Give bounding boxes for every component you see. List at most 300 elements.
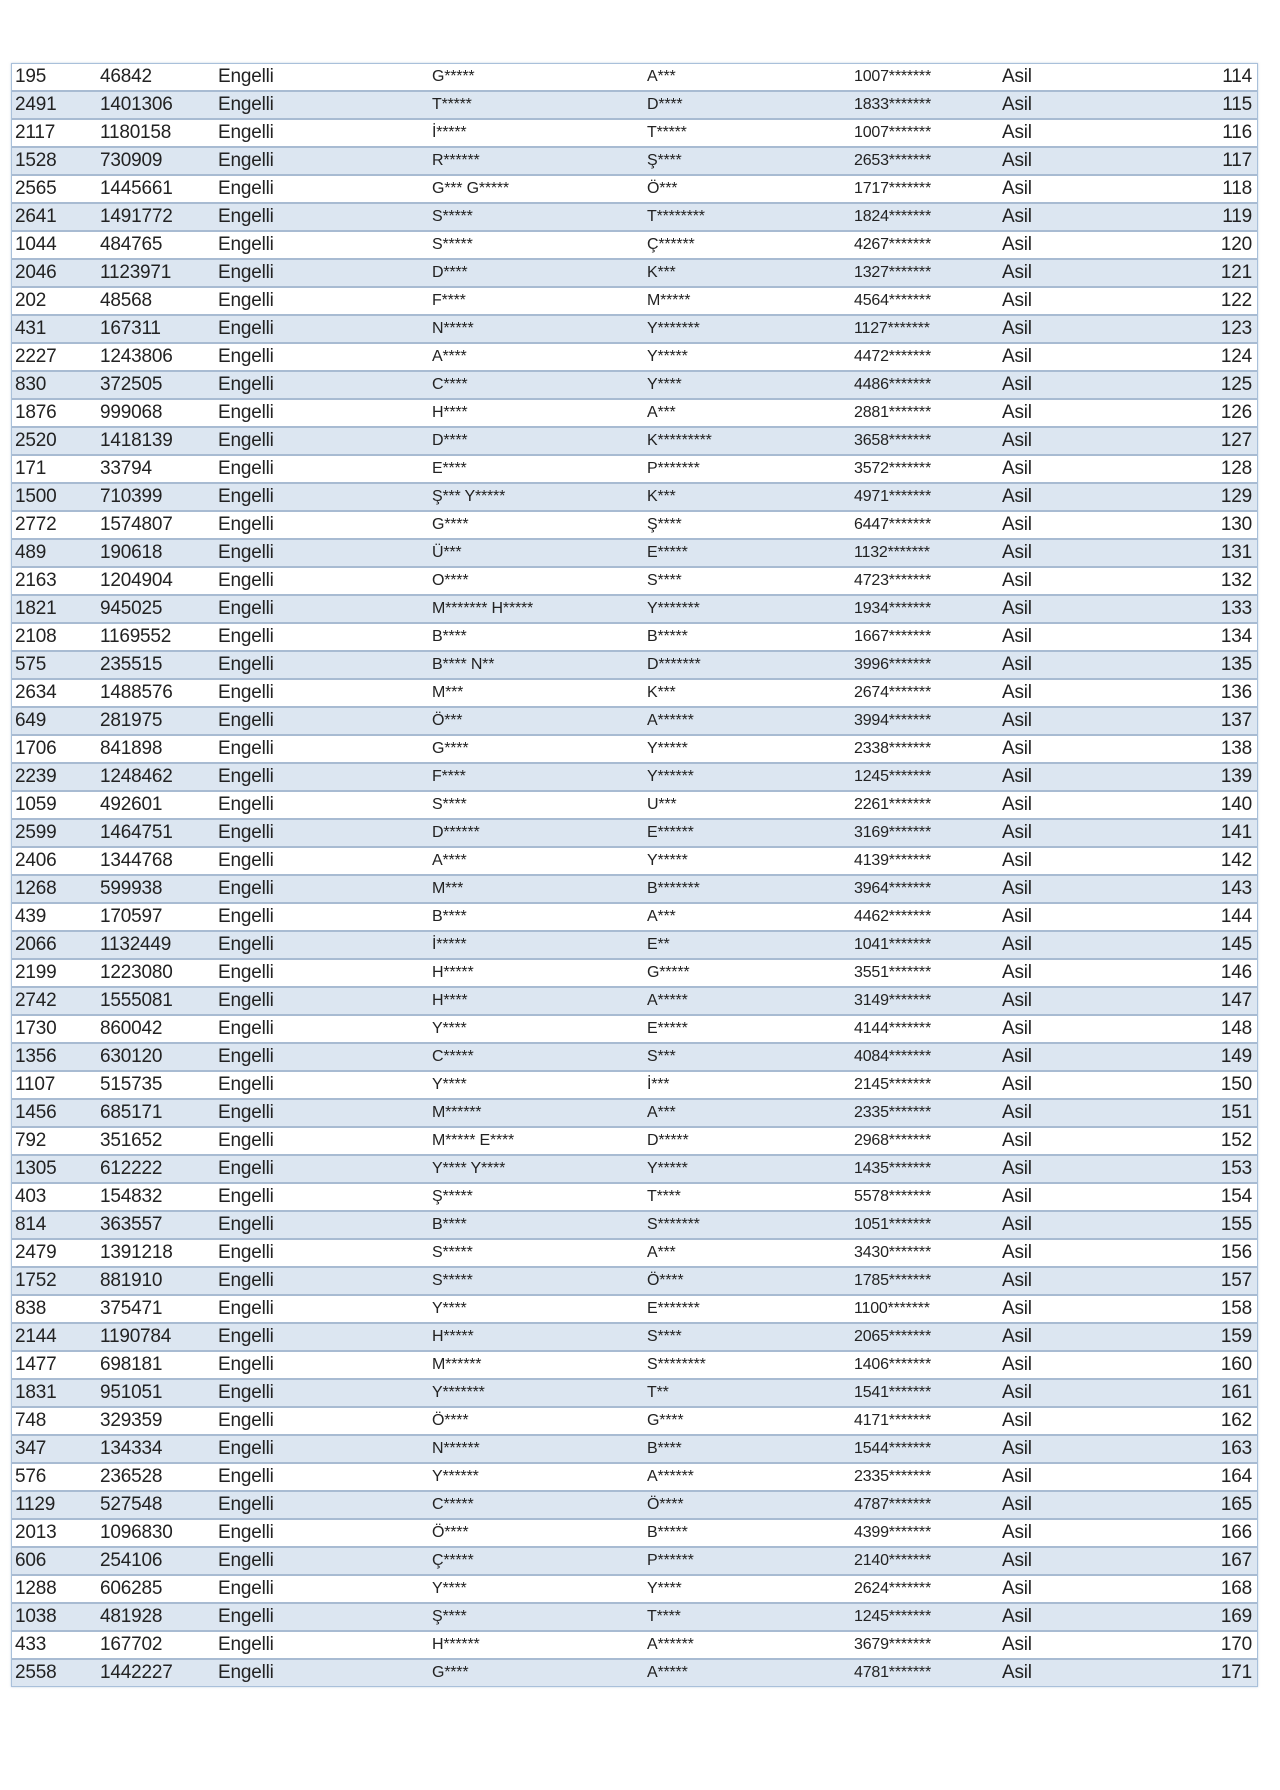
- cell-category: Engelli: [218, 1326, 274, 1347]
- cell-first-name: A****: [432, 852, 467, 869]
- cell-list-type: Asil: [1002, 962, 1032, 983]
- cell-id-number: 1132*******: [854, 544, 930, 561]
- cell-last-name: D****: [647, 96, 683, 113]
- cell-application-no: 1876: [15, 402, 57, 423]
- cell-first-name: E****: [432, 460, 467, 477]
- cell-list-type: Asil: [1002, 1410, 1032, 1431]
- cell-last-name: D*******: [647, 656, 701, 673]
- cell-category: Engelli: [218, 878, 274, 899]
- cell-category: Engelli: [218, 514, 274, 535]
- cell-first-name: H*****: [432, 1328, 474, 1345]
- cell-category: Engelli: [218, 934, 274, 955]
- cell-list-type: Asil: [1002, 1662, 1032, 1683]
- cell-list-type: Asil: [1002, 766, 1032, 787]
- cell-tracking-no: 515735: [100, 1074, 163, 1095]
- cell-first-name: F****: [432, 768, 466, 785]
- table-row: [12, 1240, 1257, 1268]
- cell-rank: 171: [1220, 1662, 1252, 1683]
- cell-tracking-no: 134334: [100, 1438, 163, 1459]
- cell-tracking-no: 1574807: [100, 514, 173, 535]
- cell-first-name: F****: [432, 292, 466, 309]
- cell-id-number: 3996*******: [854, 656, 931, 673]
- cell-category: Engelli: [218, 962, 274, 983]
- cell-application-no: 1528: [15, 150, 57, 171]
- cell-rank: 151: [1220, 1102, 1252, 1123]
- cell-rank: 166: [1220, 1522, 1252, 1543]
- cell-tracking-no: 48568: [100, 290, 152, 311]
- table-row: [12, 372, 1257, 400]
- cell-first-name: H****: [432, 992, 468, 1009]
- cell-application-no: 1107: [15, 1074, 56, 1095]
- cell-first-name: G*****: [432, 68, 475, 85]
- cell-rank: 155: [1220, 1214, 1252, 1235]
- cell-id-number: 4486*******: [854, 376, 931, 393]
- cell-last-name: Ö****: [647, 1496, 684, 1513]
- cell-rank: 156: [1220, 1242, 1252, 1263]
- table-row: [12, 316, 1257, 344]
- cell-first-name: B****: [432, 1216, 467, 1233]
- cell-tracking-no: 33794: [100, 458, 152, 479]
- cell-application-no: 830: [15, 374, 47, 395]
- cell-first-name: Y****: [432, 1020, 467, 1037]
- cell-list-type: Asil: [1002, 374, 1032, 395]
- cell-rank: 128: [1220, 458, 1252, 479]
- cell-rank: 148: [1220, 1018, 1252, 1039]
- table-row: [12, 1660, 1257, 1686]
- cell-last-name: E*******: [647, 1300, 700, 1317]
- cell-last-name: B*****: [647, 1524, 688, 1541]
- table-row: [12, 708, 1257, 736]
- cell-application-no: 575: [15, 654, 47, 675]
- cell-tracking-no: 46842: [100, 66, 152, 87]
- table-row: [12, 148, 1257, 176]
- cell-category: Engelli: [218, 1046, 274, 1067]
- cell-last-name: Y*****: [647, 348, 688, 365]
- cell-last-name: K*********: [647, 432, 712, 449]
- cell-last-name: U***: [647, 796, 677, 813]
- table-row: [12, 1100, 1257, 1128]
- cell-first-name: Ş*** Y*****: [432, 488, 506, 505]
- cell-list-type: Asil: [1002, 1186, 1032, 1207]
- cell-first-name: C*****: [432, 1496, 474, 1513]
- cell-tracking-no: 698181: [100, 1354, 163, 1375]
- cell-application-no: 2163: [15, 570, 57, 591]
- cell-first-name: H****: [432, 404, 468, 421]
- cell-list-type: Asil: [1002, 1382, 1032, 1403]
- cell-rank: 136: [1220, 682, 1252, 703]
- cell-rank: 130: [1220, 514, 1252, 535]
- cell-id-number: 2335*******: [854, 1104, 931, 1121]
- cell-application-no: 792: [15, 1130, 47, 1151]
- cell-id-number: 5578*******: [854, 1188, 931, 1205]
- cell-last-name: A******: [647, 712, 694, 729]
- cell-rank: 124: [1220, 346, 1252, 367]
- table-row: [12, 1632, 1257, 1660]
- cell-rank: 163: [1220, 1438, 1252, 1459]
- cell-rank: 115: [1222, 94, 1252, 115]
- cell-last-name: P******: [647, 1552, 694, 1569]
- cell-id-number: 1051*******: [854, 1216, 931, 1233]
- cell-application-no: 347: [15, 1438, 47, 1459]
- cell-list-type: Asil: [1002, 94, 1032, 115]
- table-row: [12, 1296, 1257, 1324]
- cell-rank: 142: [1220, 850, 1252, 871]
- cell-category: Engelli: [218, 430, 274, 451]
- cell-rank: 121: [1220, 262, 1252, 283]
- table-row: [12, 624, 1257, 652]
- cell-id-number: 2335*******: [854, 1468, 931, 1485]
- cell-application-no: 1831: [15, 1382, 57, 1403]
- cell-list-type: Asil: [1002, 1578, 1032, 1599]
- cell-id-number: 3149*******: [854, 992, 931, 1009]
- cell-application-no: 649: [15, 710, 47, 731]
- cell-tracking-no: 372505: [100, 374, 163, 395]
- table-row: [12, 204, 1257, 232]
- cell-tracking-no: 1418139: [100, 430, 173, 451]
- cell-application-no: 1044: [15, 234, 57, 255]
- cell-first-name: C*****: [432, 1048, 474, 1065]
- cell-tracking-no: 1442227: [100, 1662, 173, 1683]
- table-row: [12, 988, 1257, 1016]
- cell-list-type: Asil: [1002, 318, 1032, 339]
- cell-rank: 152: [1220, 1130, 1252, 1151]
- cell-first-name: D******: [432, 824, 480, 841]
- cell-first-name: B****: [432, 628, 467, 645]
- cell-tracking-no: 945025: [100, 598, 163, 619]
- cell-id-number: 1934*******: [854, 600, 931, 617]
- cell-tracking-no: 329359: [100, 1410, 163, 1431]
- cell-category: Engelli: [218, 66, 274, 87]
- table-row: [12, 736, 1257, 764]
- cell-rank: 164: [1220, 1466, 1252, 1487]
- cell-category: Engelli: [218, 150, 274, 171]
- cell-tracking-no: 606285: [100, 1578, 163, 1599]
- table-row: [12, 176, 1257, 204]
- cell-tracking-no: 1555081: [100, 990, 173, 1011]
- cell-first-name: M***** E****: [432, 1132, 515, 1149]
- cell-tracking-no: 612222: [100, 1158, 163, 1179]
- cell-list-type: Asil: [1002, 1158, 1032, 1179]
- cell-application-no: 748: [15, 1410, 47, 1431]
- cell-list-type: Asil: [1002, 1074, 1032, 1095]
- cell-id-number: 1833*******: [854, 96, 931, 113]
- cell-category: Engelli: [218, 990, 274, 1011]
- cell-first-name: S*****: [432, 236, 473, 253]
- cell-rank: 132: [1220, 570, 1252, 591]
- cell-category: Engelli: [218, 1410, 274, 1431]
- cell-category: Engelli: [218, 710, 274, 731]
- cell-application-no: 2742: [15, 990, 57, 1011]
- cell-application-no: 2599: [15, 822, 57, 843]
- cell-first-name: S*****: [432, 1244, 473, 1261]
- cell-id-number: 2674*******: [854, 684, 931, 701]
- cell-tracking-no: 999068: [100, 402, 163, 423]
- cell-last-name: S***: [647, 1048, 676, 1065]
- cell-category: Engelli: [218, 178, 274, 199]
- cell-last-name: Y****: [647, 376, 682, 393]
- table-row: [12, 288, 1257, 316]
- cell-category: Engelli: [218, 1438, 274, 1459]
- cell-first-name: Ö****: [432, 1524, 469, 1541]
- cell-id-number: 1327*******: [854, 264, 931, 281]
- cell-last-name: Y****: [647, 1580, 682, 1597]
- cell-id-number: 1785*******: [854, 1272, 931, 1289]
- cell-application-no: 1456: [15, 1102, 57, 1123]
- cell-first-name: N*****: [432, 320, 474, 337]
- cell-id-number: 3679*******: [854, 1636, 931, 1653]
- table-row: [12, 1548, 1257, 1576]
- cell-tracking-no: 881910: [100, 1270, 163, 1291]
- table-row: [12, 1324, 1257, 1352]
- cell-first-name: S*****: [432, 208, 473, 225]
- cell-last-name: S****: [647, 572, 682, 589]
- cell-last-name: E*****: [647, 1020, 688, 1037]
- cell-application-no: 2227: [15, 346, 57, 367]
- cell-tracking-no: 1491772: [100, 206, 173, 227]
- table-row: [12, 1520, 1257, 1548]
- table-row: [12, 1492, 1257, 1520]
- table-row: [12, 1184, 1257, 1212]
- cell-list-type: Asil: [1002, 290, 1032, 311]
- cell-rank: 134: [1220, 626, 1252, 647]
- cell-list-type: Asil: [1002, 990, 1032, 1011]
- cell-application-no: 171: [15, 458, 47, 479]
- cell-first-name: M******: [432, 1356, 482, 1373]
- cell-application-no: 1730: [15, 1018, 57, 1039]
- cell-application-no: 576: [15, 1466, 47, 1487]
- cell-id-number: 1544*******: [854, 1440, 931, 1457]
- cell-rank: 140: [1220, 794, 1252, 815]
- cell-rank: 125: [1220, 374, 1252, 395]
- cell-application-no: 2144: [15, 1326, 57, 1347]
- cell-first-name: G*** G*****: [432, 180, 509, 197]
- cell-application-no: 1752: [15, 1270, 57, 1291]
- cell-category: Engelli: [218, 1466, 274, 1487]
- cell-id-number: 1041*******: [854, 936, 931, 953]
- cell-application-no: 2013: [15, 1522, 57, 1543]
- cell-tracking-no: 1223080: [100, 962, 173, 983]
- cell-tracking-no: 375471: [100, 1298, 163, 1319]
- table-row: [12, 344, 1257, 372]
- cell-id-number: 2145*******: [854, 1076, 931, 1093]
- cell-first-name: Ö****: [432, 1412, 469, 1429]
- cell-application-no: 489: [15, 542, 47, 563]
- cell-category: Engelli: [218, 402, 274, 423]
- cell-first-name: B****: [432, 908, 467, 925]
- cell-first-name: Y******: [432, 1468, 479, 1485]
- cell-tracking-no: 236528: [100, 1466, 163, 1487]
- cell-id-number: 3430*******: [854, 1244, 931, 1261]
- cell-application-no: 2634: [15, 682, 57, 703]
- table-row: [12, 568, 1257, 596]
- cell-rank: 150: [1220, 1074, 1252, 1095]
- cell-last-name: K***: [647, 488, 676, 505]
- cell-first-name: C****: [432, 376, 468, 393]
- cell-rank: 144: [1220, 906, 1252, 927]
- cell-id-number: 3658*******: [854, 432, 931, 449]
- cell-id-number: 4267*******: [854, 236, 931, 253]
- cell-tracking-no: 1123971: [100, 262, 172, 283]
- cell-application-no: 2239: [15, 766, 57, 787]
- table-row: [12, 848, 1257, 876]
- cell-rank: 154: [1220, 1186, 1252, 1207]
- cell-category: Engelli: [218, 1578, 274, 1599]
- cell-category: Engelli: [218, 1662, 274, 1683]
- cell-id-number: 1717*******: [854, 180, 931, 197]
- cell-application-no: 814: [15, 1214, 47, 1235]
- cell-first-name: N******: [432, 1440, 480, 1457]
- table-row: [12, 1576, 1257, 1604]
- cell-list-type: Asil: [1002, 402, 1032, 423]
- cell-last-name: A*****: [647, 1664, 688, 1681]
- cell-first-name: Y****: [432, 1580, 467, 1597]
- cell-tracking-no: 170597: [100, 906, 163, 927]
- cell-rank: 126: [1220, 402, 1252, 423]
- cell-id-number: 4139*******: [854, 852, 931, 869]
- table-row: [12, 1464, 1257, 1492]
- table-row: [12, 1268, 1257, 1296]
- cell-id-number: 2338*******: [854, 740, 931, 757]
- table-row: [12, 512, 1257, 540]
- cell-first-name: Y****: [432, 1300, 467, 1317]
- cell-application-no: 1821: [15, 598, 57, 619]
- cell-category: Engelli: [218, 1354, 274, 1375]
- cell-tracking-no: 167311: [100, 318, 161, 339]
- cell-id-number: 1824*******: [854, 208, 931, 225]
- table-row: [12, 792, 1257, 820]
- cell-last-name: T*****: [647, 124, 687, 141]
- cell-tracking-no: 1096830: [100, 1522, 173, 1543]
- table-row: [12, 876, 1257, 904]
- cell-application-no: 1500: [15, 486, 57, 507]
- cell-category: Engelli: [218, 1606, 274, 1627]
- cell-list-type: Asil: [1002, 570, 1032, 591]
- cell-list-type: Asil: [1002, 1046, 1032, 1067]
- cell-rank: 114: [1222, 66, 1252, 87]
- cell-list-type: Asil: [1002, 1438, 1032, 1459]
- cell-id-number: 4723*******: [854, 572, 931, 589]
- cell-id-number: 4787*******: [854, 1496, 931, 1513]
- cell-rank: 170: [1220, 1634, 1252, 1655]
- cell-tracking-no: 630120: [100, 1046, 163, 1067]
- cell-last-name: Ö****: [647, 1272, 684, 1289]
- cell-last-name: T****: [647, 1188, 681, 1205]
- cell-tracking-no: 1344768: [100, 850, 173, 871]
- cell-first-name: M***: [432, 880, 464, 897]
- cell-application-no: 2479: [15, 1242, 57, 1263]
- cell-last-name: B*******: [647, 880, 700, 897]
- cell-id-number: 3169*******: [854, 824, 931, 841]
- cell-list-type: Asil: [1002, 1298, 1032, 1319]
- cell-list-type: Asil: [1002, 206, 1032, 227]
- cell-category: Engelli: [218, 206, 274, 227]
- cell-first-name: R******: [432, 152, 480, 169]
- cell-application-no: 202: [15, 290, 47, 311]
- cell-id-number: 1667*******: [854, 628, 931, 645]
- cell-application-no: 433: [15, 1634, 47, 1655]
- table-row: [12, 764, 1257, 792]
- cell-application-no: 838: [15, 1298, 47, 1319]
- table-row: [12, 456, 1257, 484]
- cell-list-type: Asil: [1002, 850, 1032, 871]
- cell-application-no: 1706: [15, 738, 57, 759]
- cell-rank: 158: [1220, 1298, 1252, 1319]
- cell-list-type: Asil: [1002, 1242, 1032, 1263]
- cell-list-type: Asil: [1002, 1606, 1032, 1627]
- cell-category: Engelli: [218, 542, 274, 563]
- cell-last-name: A*****: [647, 992, 688, 1009]
- cell-rank: 153: [1220, 1158, 1252, 1179]
- cell-category: Engelli: [218, 1130, 274, 1151]
- cell-last-name: D*****: [647, 1132, 689, 1149]
- cell-application-no: 2772: [15, 514, 57, 535]
- cell-rank: 165: [1220, 1494, 1252, 1515]
- cell-tracking-no: 167702: [100, 1634, 163, 1655]
- cell-application-no: 2066: [15, 934, 57, 955]
- cell-list-type: Asil: [1002, 430, 1032, 451]
- cell-id-number: 1541*******: [854, 1384, 931, 1401]
- cell-id-number: 1127*******: [854, 320, 930, 337]
- table-row: [12, 1044, 1257, 1072]
- table-row: [12, 484, 1257, 512]
- cell-first-name: Ş*****: [432, 1188, 473, 1205]
- table-row: [12, 92, 1257, 120]
- cell-first-name: İ*****: [432, 936, 467, 953]
- cell-application-no: 1129: [15, 1494, 56, 1515]
- cell-last-name: S****: [647, 1328, 682, 1345]
- cell-list-type: Asil: [1002, 682, 1032, 703]
- cell-tracking-no: 481928: [100, 1606, 163, 1627]
- cell-last-name: T****: [647, 1608, 681, 1625]
- cell-list-type: Asil: [1002, 234, 1032, 255]
- cell-category: Engelli: [218, 1186, 274, 1207]
- cell-last-name: E**: [647, 936, 670, 953]
- cell-application-no: 606: [15, 1550, 47, 1571]
- cell-category: Engelli: [218, 234, 274, 255]
- cell-last-name: Ş****: [647, 152, 682, 169]
- cell-id-number: 2261*******: [854, 796, 931, 813]
- cell-list-type: Asil: [1002, 1494, 1032, 1515]
- cell-rank: 123: [1220, 318, 1252, 339]
- cell-first-name: Ş****: [432, 1608, 467, 1625]
- cell-tracking-no: 730909: [100, 150, 163, 171]
- cell-category: Engelli: [218, 1298, 274, 1319]
- cell-list-type: Asil: [1002, 878, 1032, 899]
- cell-application-no: 1305: [15, 1158, 57, 1179]
- cell-tracking-no: 710399: [100, 486, 163, 507]
- cell-rank: 168: [1220, 1578, 1252, 1599]
- cell-id-number: 1245*******: [854, 768, 931, 785]
- cell-last-name: Y*****: [647, 852, 688, 869]
- cell-first-name: H*****: [432, 964, 474, 981]
- cell-rank: 133: [1220, 598, 1252, 619]
- cell-tracking-no: 1180158: [100, 122, 172, 143]
- cell-last-name: A***: [647, 908, 676, 925]
- cell-id-number: 2624*******: [854, 1580, 931, 1597]
- cell-category: Engelli: [218, 290, 274, 311]
- cell-id-number: 4781*******: [854, 1664, 931, 1681]
- table-row: [12, 1408, 1257, 1436]
- cell-application-no: 1356: [15, 1046, 57, 1067]
- table-row: [12, 1352, 1257, 1380]
- cell-category: Engelli: [218, 1494, 274, 1515]
- cell-tracking-no: 860042: [100, 1018, 163, 1039]
- cell-rank: 127: [1220, 430, 1252, 451]
- cell-first-name: Ü***: [432, 544, 462, 561]
- cell-category: Engelli: [218, 1382, 274, 1403]
- cell-list-type: Asil: [1002, 738, 1032, 759]
- cell-list-type: Asil: [1002, 822, 1032, 843]
